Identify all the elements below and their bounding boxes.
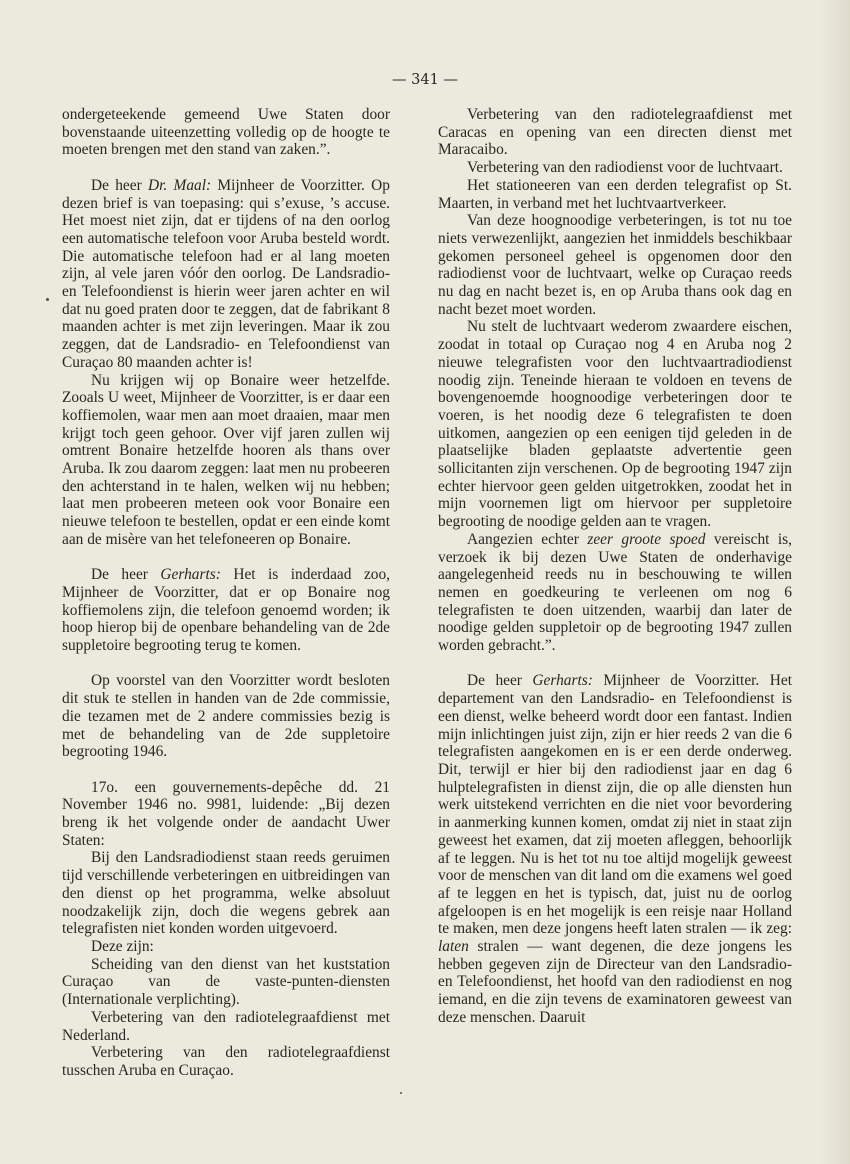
paragraph: De heer Gerharts: Mijnheer de Voorzitter. Het departement van den Landsradio- en Telefoondienst is een dienst, welke beheerd wordt door een fantast. Indien mijn inlichtingen juist zijn, zijn er hier reeds 2 van die 6 telegrafisten aangekomen en is er een derde onderweg. Dit, terwijl er hier bij den radiodienst jaar en dag 6 hulptelegrafisten in dienst zijn, die op alle diensten hun werk uitstekend verrichten en die niet voor bevordering in aanmerking kunnen komen, omdat zij niet in staat zijn geweest het examen, dat zij moeten afleggen, behoorlijk af te leggen. Nu is het tot nu toe altijd mogelijk geweest voor de menschen van dit land om die examens wel goed af te leggen en het is typisch, dat, juist nu de oorlog afgeloopen is en het mogelijk is een reisje naar Holland te maken, men deze jongens heeft laten stralen — ik zeg: laten stralen — want degenen, die deze jongens les hebben gegeven zijn de Directeur van den Landsradio- en Telefoondienst, het hoofd van den radiodienst en nog iemand, en die zijn tevens de examinatoren geweest van deze menschen. Daaruit [438, 672, 792, 1026]
paragraph: Scheiding van den dienst van het kuststation Curaçao van de vaste-punten-diensten (Internationale verplichting). [62, 955, 390, 1009]
paragraph: Van deze hoognoodige verbeteringen, is tot nu toe niets verwezenlijkt, aangezien het inmiddels beschikbaar gekomen personeel geheel is opgenomen door den radiodienst voor de luchtvaart, welke op Curaçao reeds nu dag en nacht bezet is, en op Aruba thans ook dag en nacht bezet moet worden. [438, 212, 792, 318]
paragraph: Deze zijn: [91, 937, 154, 955]
page-edge-shadow [820, 0, 850, 1164]
emphasis: laten [438, 938, 469, 956]
paragraph: Het stationeeren van een derden telegrafist op St. Maarten, in verband met het luchtvaartverkeer. [438, 176, 792, 212]
paragraph: Verbetering van den radiodienst voor de luchtvaart. [467, 159, 783, 177]
speck [400, 1092, 402, 1094]
emphasis: zeer groote spoed [587, 530, 706, 548]
speaker-name: Gerharts: [160, 566, 221, 584]
paragraph: Verbetering van den radiotelegraafdienst met Caracas en opening van een directen dienst met Maracaibo. [438, 106, 792, 159]
paragraph: De heer Dr. Maal: Mijnheer de Voorzitter. Op dezen brief is van toepasing: qui s’exuse, ’s accuse. Het moest niet zijn, dat er tijdens of na den oorlog een automatische telefoon voor Aruba besteld wordt. Die automatische telefoon had er al lang moeten zijn, al vele jaren vóór den oorlog. De Landsradio- en Telefoondienst is hierin weer jaren achter en wil dat nu goed praten door te zeggen, dat de fabrikant 8 maanden achter is met zijn leveringen. Maar ik zou zeggen, dat de Landsradio- en Telefoondienst van Curaçao 80 maanden achter is! [62, 176, 390, 371]
paragraph: Nu krijgen wij op Bonaire weer hetzelfde. Zooals U weet, Mijnheer de Voorzitter, is er daar een koffiemolen, waar men aan moet draaien, maar men krijgt toch geen gehoor. Over vijf jaren zullen wij omtrent Bonaire hetzelfde hooren als thans over Aruba. Ik zou daarom zeggen: laat men nu probeeren den achterstand in te halen, welken wij nu hebben; laat men probeeren meteen ook voor Bonaire een nieuwe telefoon te bestellen, opdat er een einde komt aan de misère van het telefoneeren op Bonaire. [62, 371, 390, 548]
paragraph: ondergeteekende gemeend Uwe Staten door bovenstaande uiteenzetting volledig op de hoogte te moeten brengen met den stand van zaken.”. [62, 106, 390, 159]
speaker-name: Dr. Maal: [148, 176, 212, 194]
page-number: — 341 — [392, 72, 458, 88]
paragraph: Op voorstel van den Voorzitter wordt besloten dit stuk te stellen in handen van de 2de commissie, die tezamen met de 2 andere commissies bezig is met de behandeling van de 2de suppletoire begrooting 1946. [62, 672, 390, 761]
left-column [62, 106, 390, 1080]
right-column [438, 106, 792, 1027]
paragraph: Verbetering van den radiotelegraafdienst tusschen Aruba en Curaçao. [62, 1044, 390, 1079]
speaker-name: Gerharts: [532, 672, 593, 690]
paragraph: Nu stelt de luchtvaart wederom zwaardere eischen, zoodat in totaal op Curaçao nog 4 en Aruba nog 2 nieuwe telegrafisten voor den luchtvaartradiodienst noodig zijn. Teneinde hieraan te voldoen en tevens de bovengenoemde hoognoodige verbeteringen door te voeren, is het noodig deze 6 telegrafisten te doen uitkomen, aangezien op een eenigen tijd geleden in de plaatselijke bladen geplaatste advertentie geen sollicitanten zijn verschenen. Op de begrooting 1947 zijn echter hiervoor geen gelden uitgetrokken, zoodat het in mijn voornemen ligt om hiervoor per suppletoire begrooting de noodige gelden aan te vragen. [438, 318, 792, 531]
speck [46, 298, 49, 301]
paragraph: 17o. een gouvernements-depêche dd. 21 November 1946 no. 9981, luidende: „Bij dezen breng ik het volgende onder de aandacht Uwer Staten: [62, 778, 390, 849]
paragraph: De heer Gerharts: Het is inderdaad zoo, Mijnheer de Voorzitter, dat er op Bonaire nog koffiemolens zijn, die telefoon genoemd worden; ik hoop hierop bij de openbare behandeling van de 2de suppletoire begrooting terug te komen. [62, 566, 391, 655]
paragraph: Aangezien echter zeer groote spoed vereischt is, verzoek ik bij dezen Uwe Staten de onderhavige aangelegenheid reeds nu in beschouwing te willen nemen en goedkeuring te verleenen om nog 6 telegrafisten te doen uitzenden, waarbij dan later de noodige gelden suppletoir op de begrooting 1947 zullen worden gebracht.”. [438, 530, 793, 655]
paragraph: Verbetering van den radiotelegraafdienst met Nederland. [62, 1008, 390, 1044]
paragraph: Bij den Landsradiodienst staan reeds geruimen tijd verschillende verbeteringen en uitbreidingen van den dienst op het programma, welke absoluut noodzakelijk zijn, doch die wegens gebrek aan telegrafisten niet konden worden uitgevoerd. [62, 849, 390, 938]
